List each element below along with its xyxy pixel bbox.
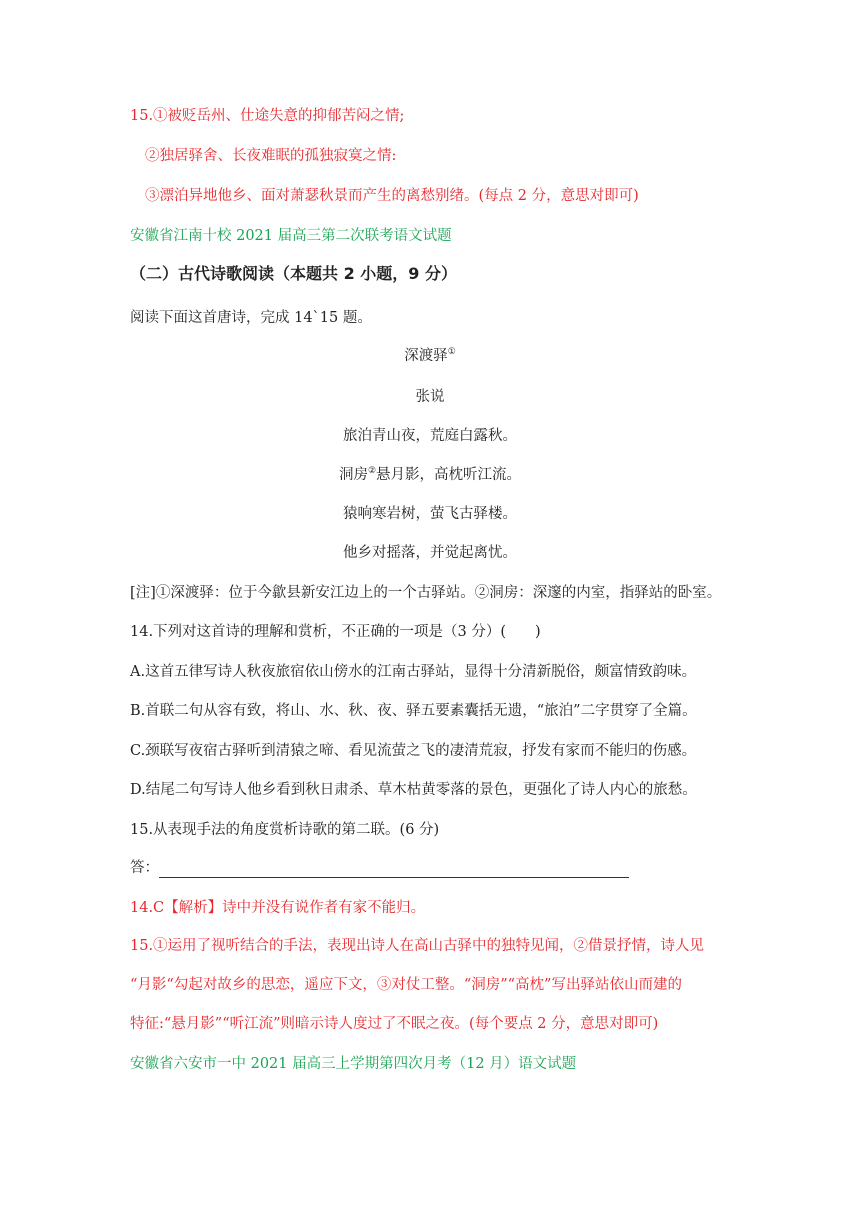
poem-line-2-note: ② <box>367 466 377 477</box>
answer-line <box>130 858 629 878</box>
answer-prev-line-1: 15.①被贬岳州、仕途失意的抑郁苦闷之情; <box>130 108 405 124</box>
poem-line-1: 旅泊青山夜，荒庭白露秋。 <box>343 428 517 444</box>
question-14-option-d: D.结尾二句写诗人他乡看到秋日肃杀、草木枯黄零落的景色，更强化了诗人内心的旅愁。 <box>130 782 697 798</box>
poem-title <box>0 346 860 366</box>
question-14-option-b: B.首联二句从容有致，将山、水、秋、夜、驿五要素囊括无遗，“旅泊”二字贯穿了全篇。 <box>130 703 697 719</box>
poem-author: 张说 <box>415 389 445 405</box>
source-label-1: 安徽省江南十校 2021 届高三第二次联考语文试题 <box>130 228 452 244</box>
answer-blank <box>159 863 629 878</box>
key-14: 14.C【解析】诗中并没有说作者有家不能归。 <box>130 900 426 916</box>
poem-line-2-a: 洞房 <box>338 467 368 483</box>
answer-label: 答： <box>130 860 159 876</box>
answer-prev-line-2: ②独居驿舍、长夜难眠的孤独寂寞之情: <box>145 148 397 164</box>
key-15-line-1: 15.①运用了视听结合的手法，表现出诗人在高山古驿中的独特见闻，②借景抒情，诗人见 <box>130 938 705 954</box>
poem-title-note: ① <box>447 347 456 358</box>
source-label-2: 安徽省六安市一中 2021 届高三上学期第四次月考（12 月）语文试题 <box>130 1056 577 1072</box>
question-14-option-c: C.颈联写夜宿古驿听到清猿之啼、看见流萤之飞的凄清荒寂，抒发有家而不能归的伤感。 <box>130 743 697 759</box>
poem-title-text: 深渡驿 <box>404 348 448 364</box>
poem-line-4: 他乡对摇落，并觉起离忧。 <box>343 545 517 561</box>
section-title: （二）古代诗歌阅读（本题共 2 小题，9 分） <box>130 264 457 283</box>
question-14-option-a: A.这首五律写诗人秋夜旅宿依山傍水的江南古驿站，显得十分清新脱俗，颇富情致韵味。 <box>130 664 697 680</box>
question-14-stem: 14.下列对这首诗的理解和赏析，不正确的一项是（3 分）( ) <box>130 624 541 640</box>
poem-line-2 <box>0 465 860 485</box>
annotation-note: [注]①深渡驿：位于今歙县新安江边上的一个古驿站。②洞房：深邃的内室，指驿站的卧室。 <box>130 585 722 601</box>
instruction: 阅读下面这首唐诗，完成 14`15 题。 <box>130 310 372 326</box>
key-15-line-3: 特征:“悬月影”“听江流”则暗示诗人度过了不眠之夜。(每个要点 2 分，意思对即可) <box>130 1016 659 1032</box>
poem-line-2-b: 悬月影，高枕听江流。 <box>376 467 522 483</box>
question-15-stem: 15.从表现手法的角度赏析诗歌的第二联。(6 分) <box>130 822 440 838</box>
answer-prev-line-3: ③漂泊异地他乡、面对萧瑟秋景而产生的离愁别绪。(每点 2 分，意思对即可) <box>145 188 639 204</box>
key-15-line-2: “月影“勾起对故乡的思恋，遥应下文，③对仗工整。“洞房”“高枕”写出驿站依山而建的 <box>130 977 682 993</box>
poem-line-3: 猿响寒岩树，萤飞古驿楼。 <box>343 506 517 522</box>
